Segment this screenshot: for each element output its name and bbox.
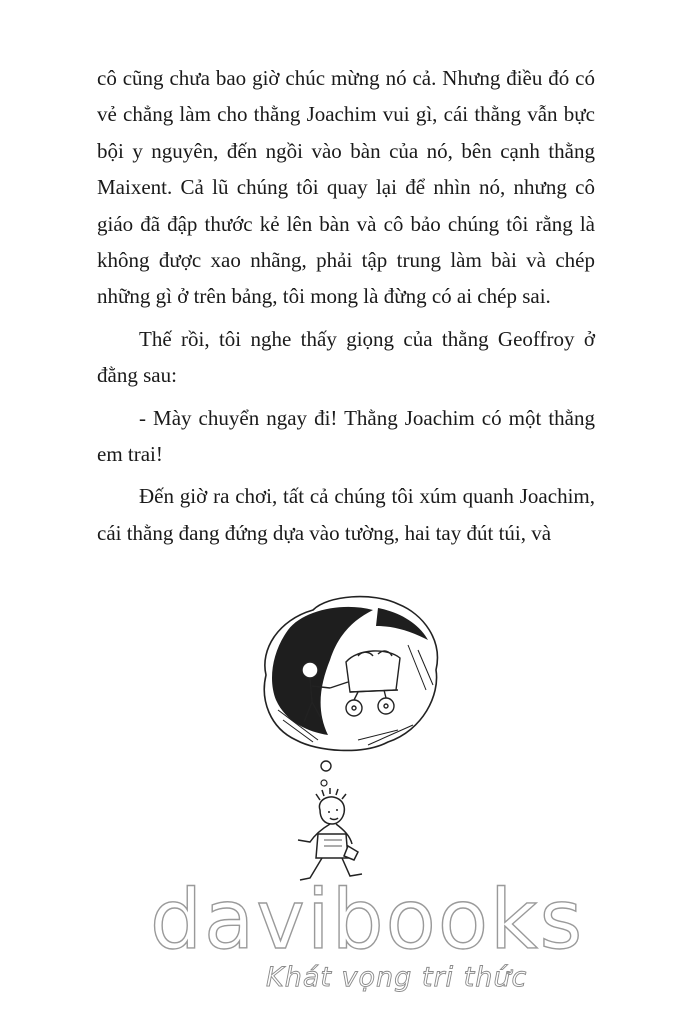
walking-boy: [298, 788, 362, 880]
page-text: [97, 60, 595, 557]
paragraph-4: Đến giờ ra chơi, tất cả chúng tôi xúm quanh Joachim, cái thằng đang đứng dựa vào tường, hai tay đút túi, và: [97, 484, 595, 545]
paragraph-2: Thế rồi, tôi nghe thấy giọng của thằng Geoffroy ở đằng sau:: [97, 326, 595, 388]
publisher-watermark: [150, 873, 585, 1000]
thought-dot-1: [321, 761, 331, 771]
watermark-brand: davibooks: [150, 873, 585, 968]
paragraph-3: - Mày chuyển ngay đi! Thằng Joachim có một thằng em trai!: [97, 405, 595, 467]
paragraph-1: cô cũng chưa bao giờ chúc mừng nó cả. Nhưng điều đó có vẻ chẳng làm cho thằng Joachim vui gì, cái thằng vẫn bực bội y nguyên, đến ngồi vào bàn của nó, bên cạnh thằng Maixent. Cả lũ chúng tôi quay lại để nhìn nó, nhưng cô giáo đã đập thước kẻ lên bàn và cô bảo chúng tôi rằng là không được xao nhãng, phải tập trung làm bài và chép những gì ở trên bảng, tôi mong là đừng có ai chép sai.: [97, 66, 595, 309]
illustration-thought-bubble: [258, 590, 448, 890]
thought-dot-2: [321, 780, 327, 786]
watermark-tagline: Khát vọng tri thức: [266, 962, 528, 993]
